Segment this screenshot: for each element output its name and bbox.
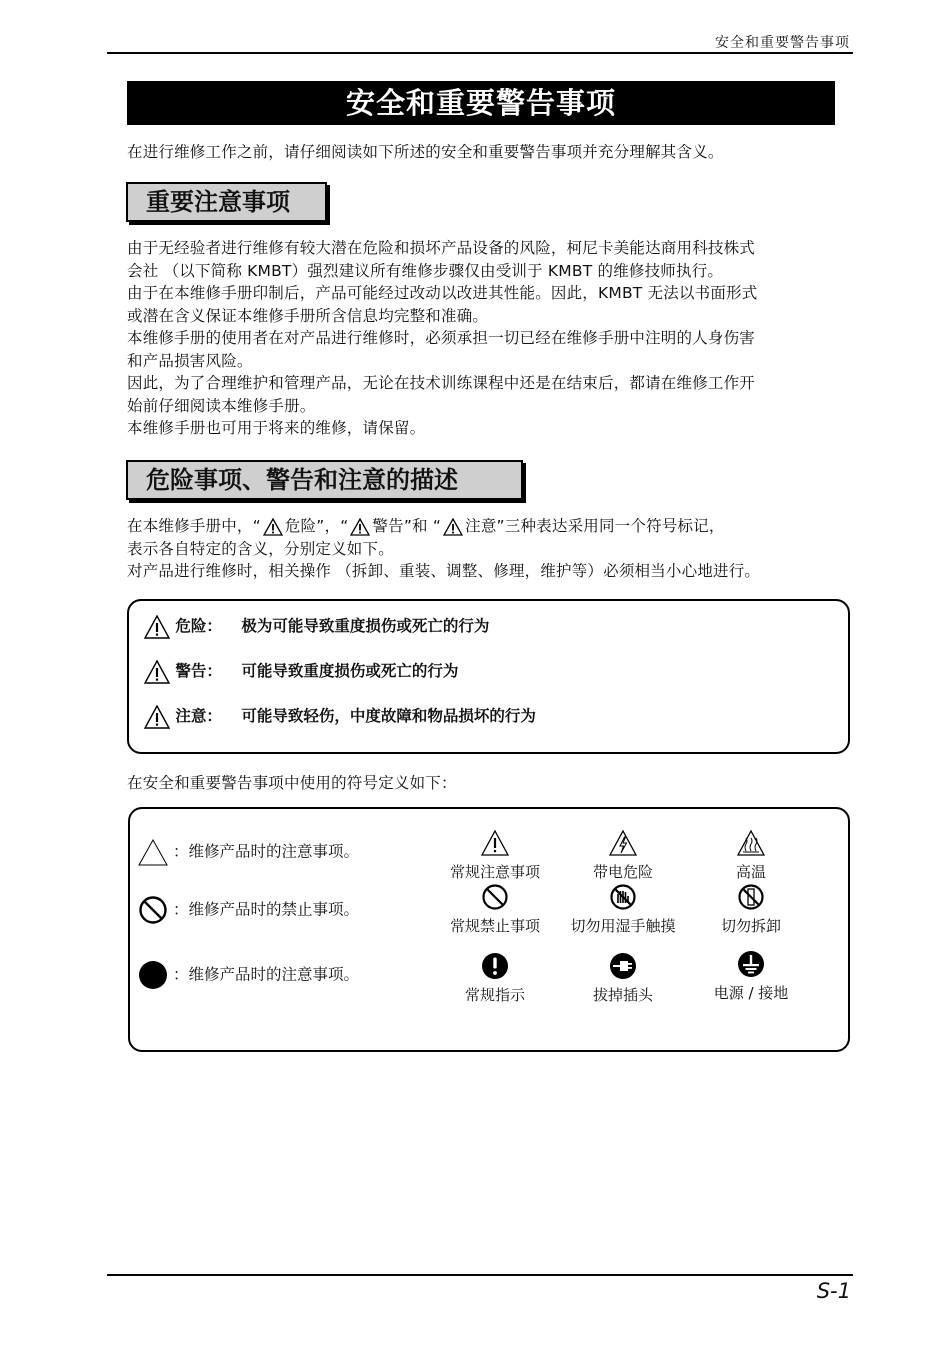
page-number: S-1 xyxy=(816,1279,851,1303)
no-disassembly-icon xyxy=(737,883,765,911)
definition-caution: 注意： 可能导致轻伤，中度故障和物品损坏的行为 xyxy=(144,703,536,729)
symbols-intro: 在安全和重要警告事项中使用的符号定义如下： xyxy=(127,774,457,792)
body-line: 始前仔细阅读本维修手册。 xyxy=(127,396,316,415)
top-divider xyxy=(107,52,853,54)
filled-circle-icon xyxy=(138,960,168,990)
symbol-no-disassembly: 切勿拆卸 xyxy=(691,883,811,936)
electric-hazard-icon xyxy=(609,829,637,857)
running-header: 安全和重要警告事项 xyxy=(715,35,850,51)
triangle-outline-icon xyxy=(138,838,168,866)
symbol-ground: 电源 / 接地 xyxy=(691,950,811,1003)
definition-warning: 警告： 可能导致重度损伤或死亡的行为 xyxy=(144,658,458,684)
symbol-electric-hazard: 带电危险 xyxy=(563,829,683,882)
symbol-row-instruction: ：维修产品时的注意事项。 xyxy=(138,960,359,990)
definition-danger: 危险： 极为可能导致重度损伤或死亡的行为 xyxy=(144,613,489,639)
symbol-general-caution: 常规注意事项 xyxy=(435,829,555,882)
ground-icon xyxy=(737,950,765,978)
warning-triangle-icon xyxy=(144,660,170,684)
warning-triangle-icon xyxy=(350,518,370,536)
general-prohibition-icon xyxy=(481,883,509,911)
warning-triangle-icon xyxy=(443,518,463,536)
hazards-line-1: 在本维修手册中，“ 危险”，“ 警告”和 “ 注意”三种表达采用同一个符号标记， xyxy=(127,517,725,535)
body-line: 由于在本维修手册印制后，产品可能经过改动以改进其性能。因此，KMBT 无法以书面形式 xyxy=(127,284,758,302)
prohibition-icon xyxy=(138,895,168,925)
hazards-line-3: 对产品进行维修时，相关操作 （拆卸、重装、调整、修理，维护等）必须相当小心地进行。 xyxy=(127,562,761,580)
bottom-divider xyxy=(107,1274,853,1276)
caution-triangle-icon xyxy=(144,705,170,729)
body-line: 本维修手册的使用者在对产品进行维修时，必须承担一切已经在维修手册中注明的人身伤害 xyxy=(127,329,756,347)
hazards-body xyxy=(127,515,867,583)
symbol-row-caution: ：维修产品时的注意事项。 xyxy=(138,838,359,866)
unplug-icon xyxy=(609,952,637,980)
hazards-line-2: 表示各自特定的含义，分别定义如下。 xyxy=(127,539,394,558)
high-temperature-icon xyxy=(737,829,765,857)
symbol-general-instruction: 常规指示 xyxy=(435,952,555,1005)
symbol-no-wet-hands: 切勿用湿手触摸 xyxy=(563,883,683,936)
general-caution-icon xyxy=(481,829,509,857)
hazard-definitions-box xyxy=(127,599,850,754)
section-title-important: 重要注意事项 xyxy=(126,182,327,222)
body-line: 会社 （以下简称 KMBT）强烈建议所有维修步骤仅由受训于 KMBT 的维修技师执行。 xyxy=(127,261,724,280)
page-title: 安全和重要警告事项 xyxy=(127,81,835,125)
body-line: 由于无经验者进行维修有较大潜在危险和损坏产品设备的风险，柯尼卡美能达商用科技株式 xyxy=(127,239,756,257)
body-line: 或潜在含义保证本维修手册所含信息均完整和准确。 xyxy=(127,306,489,325)
danger-triangle-icon xyxy=(144,615,170,639)
important-notes-body xyxy=(127,237,867,440)
symbol-general-prohibition: 常规禁止事项 xyxy=(435,883,555,936)
symbol-row-prohibition: ：维修产品时的禁止事项。 xyxy=(138,895,359,925)
symbol-high-temperature: 高温 xyxy=(691,829,811,882)
symbol-unplug: 拔掉插头 xyxy=(563,952,683,1005)
general-instruction-icon xyxy=(481,952,509,980)
warning-triangle-icon xyxy=(263,518,283,536)
no-wet-hands-icon xyxy=(609,883,637,911)
intro-text: 在进行维修工作之前，请仔细阅读如下所述的安全和重要警告事项并充分理解其含义。 xyxy=(127,143,724,161)
symbols-box xyxy=(128,807,850,1052)
body-line: 和产品损害风险。 xyxy=(127,351,253,370)
body-line: 因此，为了合理维护和管理产品，无论在技术训练课程中还是在结束后，都请在维修工作开 xyxy=(127,374,756,392)
body-line: 本维修手册也可用于将来的维修，请保留。 xyxy=(127,419,426,437)
section-title-hazards: 危险事项、警告和注意的描述 xyxy=(126,460,523,500)
